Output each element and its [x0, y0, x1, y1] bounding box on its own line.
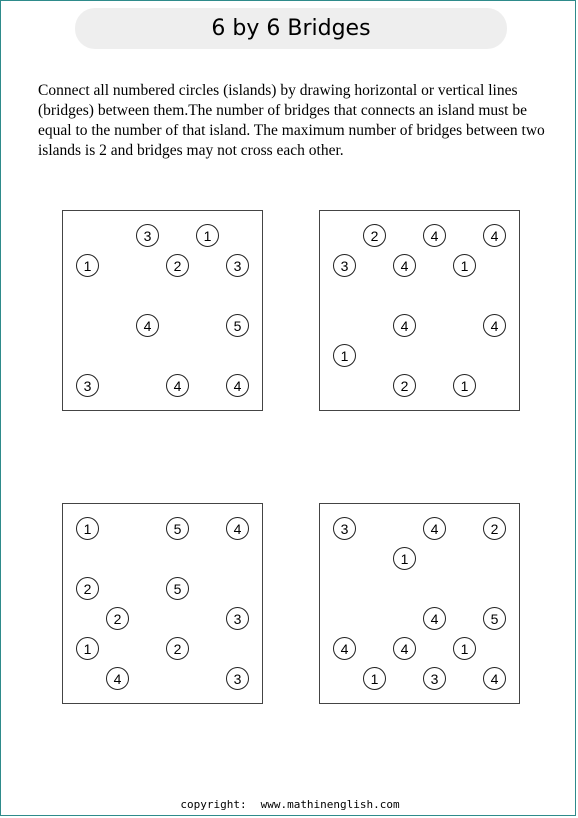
island-circle: 1 — [363, 667, 386, 690]
island-circle: 2 — [363, 224, 386, 247]
island-circle: 4 — [166, 374, 189, 397]
copyright-label: copyright: — [180, 798, 247, 811]
island-circle: 2 — [393, 374, 416, 397]
title-text: 6 by 6 Bridges — [211, 16, 371, 41]
puzzle-grid-4 — [319, 503, 520, 704]
island-circle: 5 — [483, 607, 506, 630]
island-circle: 4 — [423, 517, 446, 540]
island-circle: 1 — [453, 637, 476, 660]
puzzle-grid-2 — [319, 210, 520, 411]
island-circle: 4 — [226, 374, 249, 397]
island-circle: 3 — [333, 517, 356, 540]
island-circle: 1 — [453, 254, 476, 277]
island-circle: 5 — [166, 577, 189, 600]
island-circle: 4 — [423, 607, 446, 630]
island-circle: 3 — [136, 224, 159, 247]
copyright-site: www.mathinenglish.com — [260, 798, 400, 811]
island-circle: 2 — [483, 517, 506, 540]
puzzle-grid-3 — [62, 503, 263, 704]
island-circle: 4 — [226, 517, 249, 540]
island-circle: 4 — [393, 314, 416, 337]
island-circle: 3 — [76, 374, 99, 397]
island-circle: 1 — [76, 254, 99, 277]
island-circle: 5 — [226, 314, 249, 337]
island-circle: 2 — [166, 637, 189, 660]
island-circle: 3 — [226, 667, 249, 690]
island-circle: 3 — [226, 254, 249, 277]
footer — [1, 798, 578, 811]
island-circle: 1 — [393, 547, 416, 570]
island-circle: 4 — [136, 314, 159, 337]
island-circle: 1 — [333, 344, 356, 367]
island-circle: 4 — [106, 667, 129, 690]
island-circle: 2 — [166, 254, 189, 277]
island-circle: 4 — [483, 224, 506, 247]
page-title — [75, 8, 507, 49]
puzzle-grid-1 — [62, 210, 263, 411]
island-circle: 3 — [226, 607, 249, 630]
island-circle: 3 — [333, 254, 356, 277]
island-circle: 4 — [333, 637, 356, 660]
island-circle: 1 — [76, 637, 99, 660]
island-circle: 4 — [483, 314, 506, 337]
island-circle: 4 — [393, 637, 416, 660]
instructions-text: Connect all numbered circles (islands) by drawing horizontal or vertical lines (bridges) between them.The number of bridges that connects an island must be equal to the number of that island. The maximum number of bridges between two islands is 2 and bridges may not cross each other. — [38, 82, 545, 159]
island-circle: 2 — [76, 577, 99, 600]
island-circle: 4 — [423, 224, 446, 247]
island-circle: 2 — [106, 607, 129, 630]
island-circle: 3 — [423, 667, 446, 690]
island-circle: 1 — [196, 224, 219, 247]
island-circle: 1 — [76, 517, 99, 540]
island-circle: 4 — [483, 667, 506, 690]
island-circle: 4 — [393, 254, 416, 277]
island-circle: 5 — [166, 517, 189, 540]
island-circle: 1 — [453, 374, 476, 397]
